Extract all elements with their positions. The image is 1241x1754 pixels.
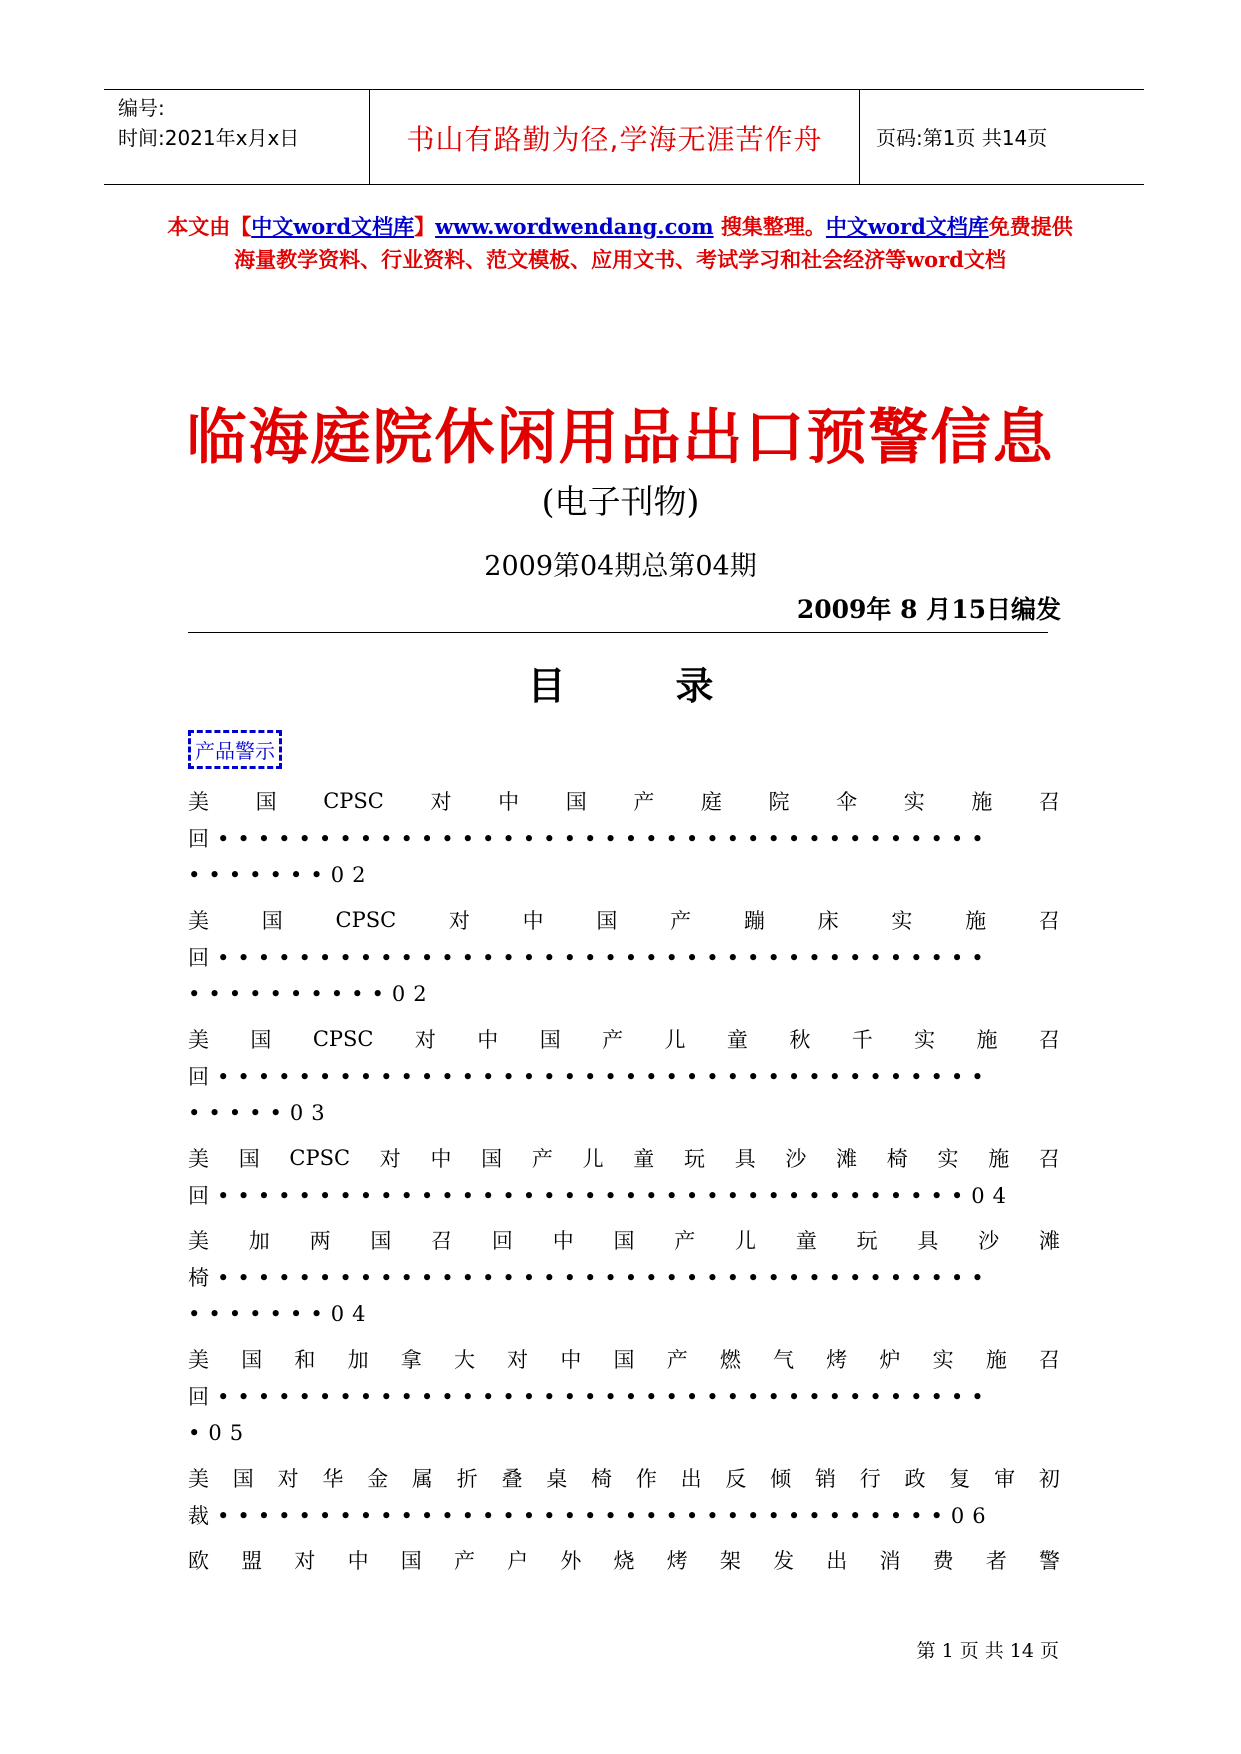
toc-char: 椅 xyxy=(591,1466,613,1491)
library-link-2[interactable]: 中文word文档库 xyxy=(825,214,989,239)
toc-entry-title xyxy=(188,1459,1060,1496)
toc-char: 者 xyxy=(985,1548,1007,1573)
toc-char: 国 xyxy=(241,1347,263,1372)
toc-char: 对 xyxy=(448,908,470,933)
toc-char: 对 xyxy=(294,1548,316,1573)
toc-char: 童 xyxy=(795,1228,817,1253)
toc-entry[interactable] xyxy=(188,1020,1060,1131)
divider xyxy=(188,632,1048,633)
toc-char: 产 xyxy=(453,1548,475,1573)
toc-char: 中 xyxy=(347,1548,369,1573)
toc-char: 和 xyxy=(294,1347,316,1372)
toc-char: 拿 xyxy=(400,1347,422,1372)
toc-char: 美 xyxy=(188,1466,209,1491)
toc-char: 施 xyxy=(988,1146,1010,1171)
toc-char: 产 xyxy=(633,789,655,814)
toc-title: 目录 xyxy=(527,663,824,708)
toc-char: 烤 xyxy=(826,1347,848,1372)
toc-char: 实 xyxy=(891,908,913,933)
toc-char: 国 xyxy=(255,789,277,814)
toc-char: 初 xyxy=(1038,1466,1060,1491)
toc-entry[interactable] xyxy=(188,1340,1060,1451)
toc-leader: 回•••••••••••••••••••••••••••••••••••••• xyxy=(188,826,992,851)
toc-char: 审 xyxy=(994,1466,1016,1491)
toc-char: 叠 xyxy=(501,1466,523,1491)
toc-char: 国 xyxy=(613,1347,635,1372)
toc-char: 消 xyxy=(879,1548,901,1573)
toc-char: 玩 xyxy=(683,1146,705,1171)
toc-entry[interactable] xyxy=(188,1541,1060,1578)
toc-char: 警 xyxy=(1039,1548,1060,1573)
toc-char: 盟 xyxy=(241,1548,263,1573)
toc-char: 中 xyxy=(498,789,520,814)
header-meta xyxy=(118,93,299,153)
toc-char: 中 xyxy=(430,1146,452,1171)
toc-char: 国 xyxy=(539,1027,561,1052)
toc-char: 对 xyxy=(414,1027,436,1052)
toc-char: 烧 xyxy=(613,1548,635,1573)
toc-char: 产 xyxy=(666,1347,688,1372)
toc-char: 反 xyxy=(725,1466,747,1491)
toc-char: 中 xyxy=(552,1228,574,1253)
toc-char: 召 xyxy=(1038,908,1060,933)
toc-char: 实 xyxy=(937,1146,959,1171)
toc-char: 两 xyxy=(309,1228,331,1253)
toc-entry-title xyxy=(188,782,1060,819)
toc-char: 华 xyxy=(322,1466,344,1491)
toc-char: 沙 xyxy=(785,1146,807,1171)
toc-char: 滩 xyxy=(1038,1228,1060,1253)
toc-char: 产 xyxy=(602,1027,624,1052)
header-table xyxy=(104,89,1144,185)
toc-char: 玩 xyxy=(856,1228,878,1253)
toc-leader: 回•••••••••••••••••••••••••••••••••••••• xyxy=(188,945,992,970)
toc-char: 美 xyxy=(188,908,209,933)
toc-char: 美 xyxy=(188,1347,209,1372)
toc-char: 秋 xyxy=(789,1027,811,1052)
toc-char: 国 xyxy=(238,1146,260,1171)
toc-char: 实 xyxy=(914,1027,936,1052)
toc-char: 沙 xyxy=(978,1228,1000,1253)
promo-part: 免费提供海量教学资料、行业资料、范文模板、应用文书、考试学习和社会经济等word文档 xyxy=(234,214,1073,272)
toc-char: 具 xyxy=(734,1146,756,1171)
toc-char: 椅 xyxy=(886,1146,908,1171)
toc-char: 烤 xyxy=(666,1548,688,1573)
toc-char: 行 xyxy=(859,1466,881,1491)
toc-char: 折 xyxy=(456,1466,478,1491)
toc-char: 童 xyxy=(633,1146,655,1171)
toc-char: 对 xyxy=(507,1347,529,1372)
toc-char: 国 xyxy=(481,1146,503,1171)
toc-char: 倾 xyxy=(770,1466,792,1491)
toc-char: 国 xyxy=(250,1027,272,1052)
toc-char: 施 xyxy=(976,1027,998,1052)
toc-char: 儿 xyxy=(664,1027,686,1052)
toc-char: 儿 xyxy=(735,1228,757,1253)
toc-char: 施 xyxy=(985,1347,1007,1372)
toc-char: 国 xyxy=(613,1228,635,1253)
toc-entry-title xyxy=(188,901,1060,938)
toc-char: 桌 xyxy=(546,1466,568,1491)
subtitle: (电子刊物) xyxy=(541,482,700,521)
toc-char: 召 xyxy=(1038,1146,1060,1171)
toc-char: 对 xyxy=(277,1466,299,1491)
toc-entry[interactable] xyxy=(188,1459,1060,1533)
toc-char: 发 xyxy=(773,1548,795,1573)
toc-char: 燃 xyxy=(719,1347,741,1372)
toc-char: 加 xyxy=(347,1347,369,1372)
toc-char: 对 xyxy=(430,789,452,814)
toc-char: 具 xyxy=(917,1228,939,1253)
toc-char: CPSC xyxy=(312,1026,374,1051)
toc-char: 作 xyxy=(635,1466,657,1491)
toc-char: 伞 xyxy=(836,789,858,814)
toc-char: 实 xyxy=(932,1347,954,1372)
toc-char: 复 xyxy=(949,1466,971,1491)
toc-char: 滩 xyxy=(836,1146,858,1171)
toc-char: 千 xyxy=(851,1027,873,1052)
toc-page-number: •••••03 xyxy=(188,1100,333,1125)
toc-char: 中 xyxy=(477,1027,499,1052)
divider xyxy=(859,90,860,184)
toc-entry[interactable] xyxy=(188,782,1060,893)
table-of-contents xyxy=(188,782,1060,1578)
toc-char: 对 xyxy=(379,1146,401,1171)
toc-char: 炉 xyxy=(879,1347,901,1372)
toc-char: 国 xyxy=(261,908,283,933)
toc-char: 产 xyxy=(670,908,692,933)
toc-char: 庭 xyxy=(700,789,722,814)
number-label: 编号: xyxy=(118,96,165,120)
toc-char: 金 xyxy=(367,1466,389,1491)
toc-char: 国 xyxy=(565,789,587,814)
library-link[interactable]: 中文word文档库 xyxy=(251,214,415,239)
toc-char: 出 xyxy=(680,1466,702,1491)
toc-char: 政 xyxy=(904,1466,926,1491)
toc-char: 国 xyxy=(370,1228,392,1253)
toc-char: 国 xyxy=(232,1466,254,1491)
toc-char: 户 xyxy=(507,1548,529,1573)
toc-entry-title xyxy=(188,1221,1060,1258)
toc-leader: 回•••••••••••••••••••••••••••••••••••••• xyxy=(188,1384,992,1409)
toc-entry[interactable] xyxy=(188,1221,1060,1332)
toc-char: 产 xyxy=(674,1228,696,1253)
toc-char: 中 xyxy=(522,908,544,933)
toc-char: 国 xyxy=(596,908,618,933)
toc-char: 销 xyxy=(814,1466,836,1491)
promo-part: 】 xyxy=(414,214,436,239)
toc-char: 施 xyxy=(971,789,993,814)
toc-page-number: •••••••02 xyxy=(188,862,374,887)
toc-char: 美 xyxy=(188,1027,209,1052)
toc-char: 架 xyxy=(719,1548,741,1573)
toc-entry[interactable] xyxy=(188,1139,1060,1213)
publish-date: 2009年 8 月15日编发 xyxy=(796,595,1061,624)
section-badge: 产品警示 xyxy=(188,730,282,769)
toc-entry[interactable] xyxy=(188,901,1060,1012)
promo-part: 搜集整理。 xyxy=(713,214,826,239)
toc-char: 产 xyxy=(531,1146,553,1171)
toc-char: 属 xyxy=(411,1466,433,1491)
toc-char: 加 xyxy=(248,1228,270,1253)
motto: 书山有路勤为径,学海无涯苦作舟 xyxy=(406,123,823,156)
toc-entry-title xyxy=(188,1020,1060,1057)
toc-char: 美 xyxy=(188,1146,209,1171)
toc-char: 出 xyxy=(826,1548,848,1573)
toc-char: 召 xyxy=(431,1228,453,1253)
page-info: 页码:第1页 共14页 xyxy=(876,126,1048,150)
toc-char: CPSC xyxy=(335,907,397,932)
toc-page-number: •05 xyxy=(188,1420,252,1445)
toc-page-number: •••••••04 xyxy=(188,1301,374,1326)
website-link[interactable]: www.wordwendang.com xyxy=(435,214,714,239)
toc-char: 美 xyxy=(188,1228,209,1253)
page-footer: 第 1 页 共 14 页 xyxy=(916,1640,1059,1662)
toc-entry-title xyxy=(188,1139,1060,1176)
toc-page-number: ••••••••••02 xyxy=(188,981,435,1006)
toc-char: 气 xyxy=(773,1347,795,1372)
toc-leader: 回•••••••••••••••••••••••••••••••••••••• xyxy=(188,1064,992,1089)
toc-char: 童 xyxy=(726,1027,748,1052)
toc-char: 召 xyxy=(1038,1027,1060,1052)
toc-char: 院 xyxy=(768,789,790,814)
toc-char: CPSC xyxy=(323,788,384,813)
toc-char: 大 xyxy=(453,1347,475,1372)
toc-char: 回 xyxy=(491,1228,513,1253)
toc-char: 床 xyxy=(817,908,839,933)
toc-char: 中 xyxy=(560,1347,582,1372)
time-label: 时间:2021年x月x日 xyxy=(118,126,300,150)
toc-char: 美 xyxy=(188,789,209,814)
toc-char: CPSC xyxy=(289,1145,351,1170)
toc-char: 召 xyxy=(1038,789,1060,814)
toc-char: 召 xyxy=(1039,1347,1060,1372)
toc-entry-title xyxy=(188,1541,1060,1578)
promo-part: 本文由【 xyxy=(167,214,252,239)
toc-char: 蹦 xyxy=(743,908,765,933)
promo-text xyxy=(160,210,1080,276)
toc-char: 费 xyxy=(932,1548,954,1573)
toc-leader: 椅•••••••••••••••••••••••••••••••••••••• xyxy=(188,1265,992,1290)
toc-leader: 裁••••••••••••••••••••••••••••••••••••06 xyxy=(188,1503,994,1528)
toc-char: 欧 xyxy=(188,1548,209,1573)
toc-char: 国 xyxy=(400,1548,422,1573)
toc-char: 外 xyxy=(560,1548,582,1573)
page-title: 临海庭院休闲用品出口预警信息 xyxy=(186,403,1055,473)
toc-char: 儿 xyxy=(582,1146,604,1171)
toc-leader: 回•••••••••••••••••••••••••••••••••••••04 xyxy=(188,1183,1015,1208)
toc-entry-title xyxy=(188,1340,1060,1377)
toc-char: 施 xyxy=(965,908,987,933)
issue-number: 2009第04期总第04期 xyxy=(484,551,757,582)
toc-char: 实 xyxy=(903,789,925,814)
